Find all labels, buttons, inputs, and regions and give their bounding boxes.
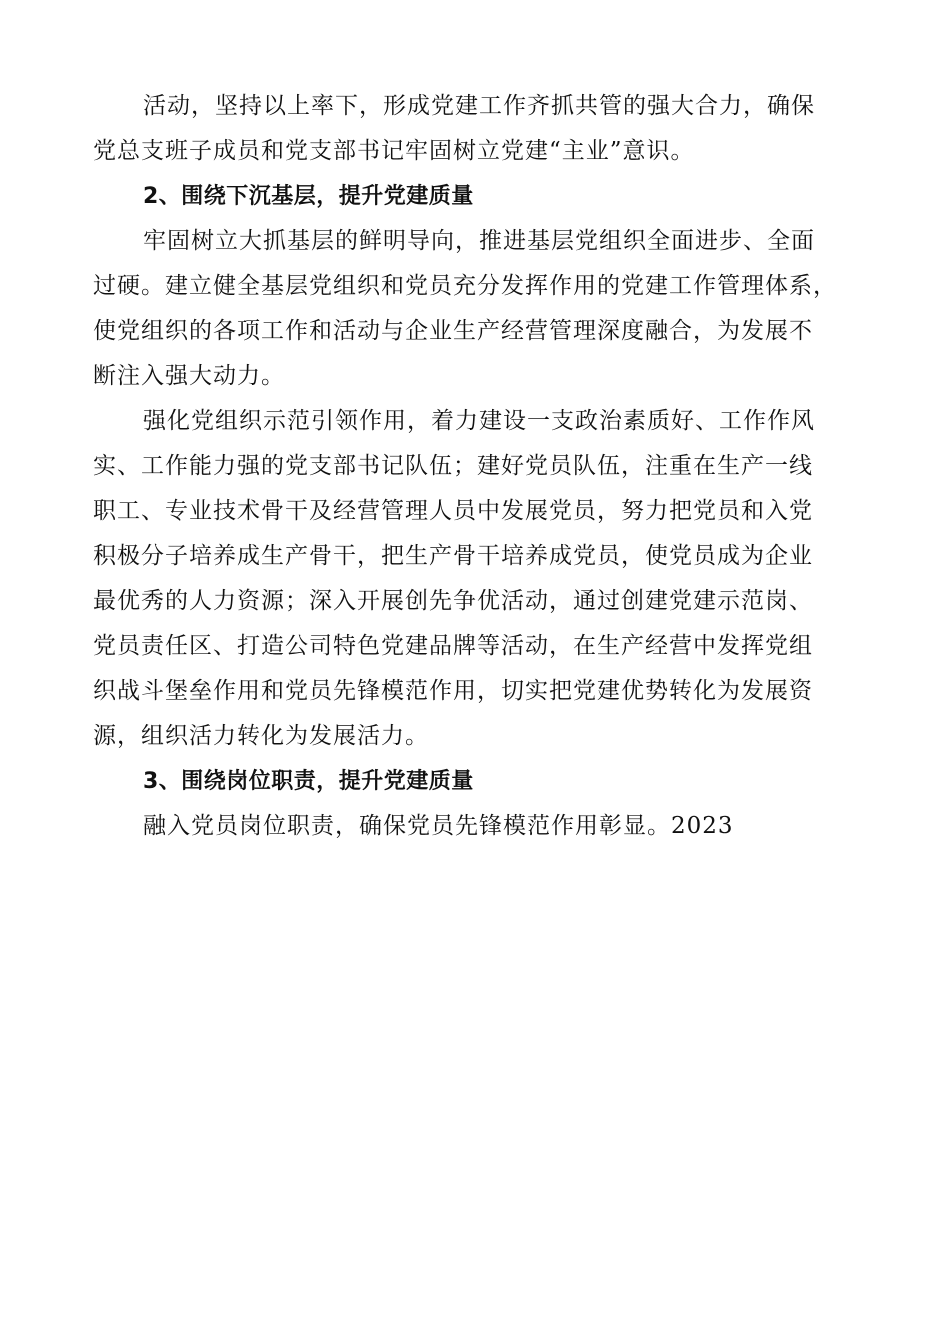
section-heading: 2、围绕下沉基层，提升党建质量 <box>143 184 474 209</box>
paragraph-line: 织战斗堡垒作用和党员先锋模范作用，切实把党建优势转化为发展资 <box>93 678 813 704</box>
paragraph-line: 融入党员岗位职责，确保党员先锋模范作用彰显。2023 <box>143 813 734 839</box>
paragraph-line: 职工、专业技术骨干及经营管理人员中发展党员，努力把党员和入党 <box>93 498 813 524</box>
paragraph-line: 活动，坚持以上率下，形成党建工作齐抓共管的强大合力，确保 <box>143 93 815 119</box>
paragraph-line: 党员责任区、打造公司特色党建品牌等活动，在生产经营中发挥党组 <box>93 633 813 659</box>
paragraph-line: 实、工作能力强的党支部书记队伍；建好党员队伍，注重在生产一线 <box>93 453 813 479</box>
paragraph-line: 使党组织的各项工作和活动与企业生产经营管理深度融合，为发展不 <box>93 318 813 344</box>
paragraph-line: 党总支班子成员和党支部书记牢固树立党建“主业”意识。 <box>93 138 695 164</box>
paragraph-line: 牢固树立大抓基层的鲜明导向，推进基层党组织全面进步、全面 <box>143 228 815 254</box>
document-body <box>93 84 863 849</box>
paragraph-line: 积极分子培养成生产骨干，把生产骨干培养成党员，使党员成为企业 <box>93 543 813 569</box>
paragraph-line: 过硬。建立健全基层党组织和党员充分发挥作用的党建工作管理体系， <box>93 273 837 299</box>
paragraph-line: 强化党组织示范引领作用，着力建设一支政治素质好、工作作风 <box>143 408 815 434</box>
paragraph-line: 断注入强大动力。 <box>93 363 285 389</box>
section-heading: 3、围绕岗位职责，提升党建质量 <box>143 769 474 794</box>
paragraph-line: 源，组织活力转化为发展活力。 <box>93 723 429 749</box>
paragraph-line: 最优秀的人力资源；深入开展创先争优活动，通过创建党建示范岗、 <box>93 588 813 614</box>
